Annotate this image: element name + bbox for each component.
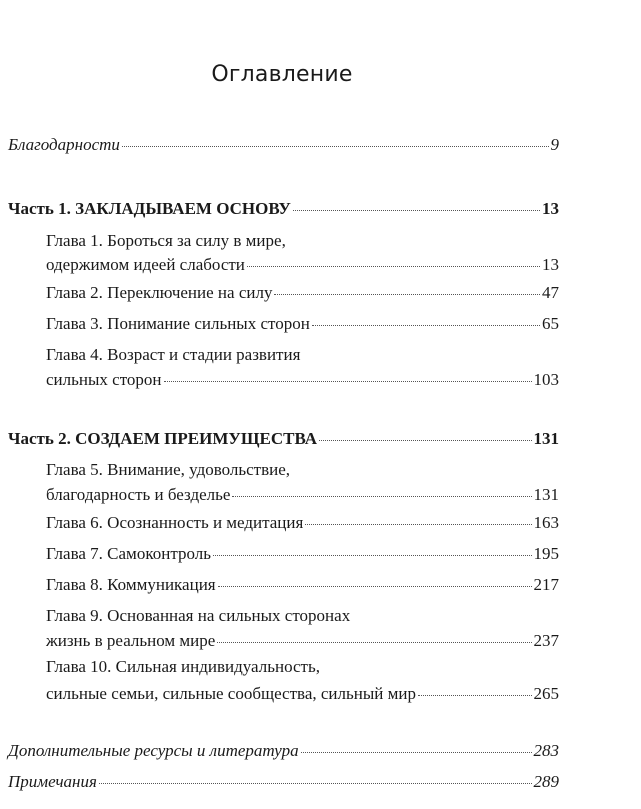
toc-entry-chapter-10-line-1: Глава 10. Сильная индивидуальность, <box>46 657 320 676</box>
toc-entry-label: Благодарности <box>8 135 120 154</box>
toc-page-number: 217 <box>533 575 559 594</box>
toc-entry-part-1[interactable] <box>8 198 559 220</box>
toc-entry-label: сильных сторон <box>46 370 162 389</box>
toc-entry-label: Часть 1. ЗАКЛАДЫВАЕМ ОСНОВУ <box>8 199 291 218</box>
toc-entry-label: Глава 2. Переключение на силу <box>46 283 273 302</box>
toc-entry-label: Глава 6. Осознанность и медитация <box>46 513 304 532</box>
toc-entry-label: благодарность и безделье <box>46 485 231 504</box>
dot-leader <box>99 783 532 784</box>
toc-entry-resources[interactable] <box>8 740 559 762</box>
toc-entry-chapter-8[interactable] <box>46 574 559 596</box>
toc-entry-label: сильные семьи, сильные сообщества, сильный мир <box>46 684 416 703</box>
toc-entry-label: жизнь в реальном мире <box>46 631 216 650</box>
toc-entry-chapter-5[interactable] <box>46 484 559 506</box>
toc-page-number: 163 <box>533 513 559 532</box>
toc-entry-chapter-4-line-1: Глава 4. Возраст и стадии развития <box>46 345 301 364</box>
dot-leader <box>232 496 531 497</box>
toc-entry-chapter-5-line-1: Глава 5. Внимание, удовольствие, <box>46 460 291 479</box>
toc-entry-chapter-9[interactable] <box>46 630 559 652</box>
dot-leader <box>293 210 540 211</box>
toc-entry-chapter-6[interactable] <box>46 512 559 534</box>
toc-entry-label: Глава 8. Коммуникация <box>46 575 216 594</box>
toc-entry-label: Примечания <box>8 772 97 791</box>
toc-entry-label: одержимом идеей слабости <box>46 255 245 274</box>
dot-leader <box>218 586 532 587</box>
dot-leader <box>305 524 531 525</box>
toc-entry-chapter-1[interactable] <box>46 254 559 276</box>
toc-page-number: 13 <box>542 255 559 274</box>
dot-leader <box>213 555 532 556</box>
toc-page-number: 65 <box>542 314 559 333</box>
dot-leader <box>319 440 531 441</box>
toc-page-number: 131 <box>533 429 559 448</box>
toc-page-number: 237 <box>533 631 559 650</box>
dot-leader <box>217 642 531 643</box>
toc-entry-part-2[interactable] <box>8 428 559 450</box>
toc-page-number: 9 <box>550 135 559 154</box>
dot-leader <box>247 266 540 267</box>
toc-entry-chapter-2[interactable] <box>46 282 559 304</box>
toc-page-number: 283 <box>533 741 559 760</box>
toc-entry-label: Часть 2. СОЗДАЕМ ПРЕИМУЩЕСТВА <box>8 429 318 448</box>
toc-entry-chapter-4[interactable] <box>46 369 559 391</box>
dot-leader <box>301 752 532 753</box>
toc-entry-label: Дополнительные ресурсы и литература <box>8 741 299 760</box>
dot-leader <box>312 325 540 326</box>
toc-page-number: 131 <box>533 485 559 504</box>
dot-leader <box>418 695 532 696</box>
toc-entry-notes[interactable] <box>8 771 559 793</box>
page-title: Оглавление <box>211 62 353 87</box>
dot-leader <box>274 294 540 295</box>
toc-page-number: 195 <box>533 544 559 563</box>
toc-entry-chapter-7[interactable] <box>46 543 559 565</box>
toc-page-number: 103 <box>533 370 559 389</box>
toc-entry-chapter-1-line-1: Глава 1. Бороться за силу в мире, <box>46 231 286 250</box>
toc-entry-chapter-9-line-1: Глава 9. Основанная на сильных сторонах <box>46 606 351 625</box>
toc-entry-chapter-10[interactable] <box>46 683 559 705</box>
toc-page-number: 265 <box>533 684 559 703</box>
toc-page-number: 47 <box>542 283 559 302</box>
toc-entry-label: Глава 7. Самоконтроль <box>46 544 211 563</box>
dot-leader <box>164 381 532 382</box>
toc-entry-label: Глава 3. Понимание сильных сторон <box>46 314 310 333</box>
dot-leader <box>122 146 549 147</box>
toc-entry-acknowledgments[interactable] <box>8 134 559 156</box>
toc-entry-chapter-3[interactable] <box>46 313 559 335</box>
toc-page-number: 13 <box>542 199 559 218</box>
toc-page-number: 289 <box>533 772 559 791</box>
